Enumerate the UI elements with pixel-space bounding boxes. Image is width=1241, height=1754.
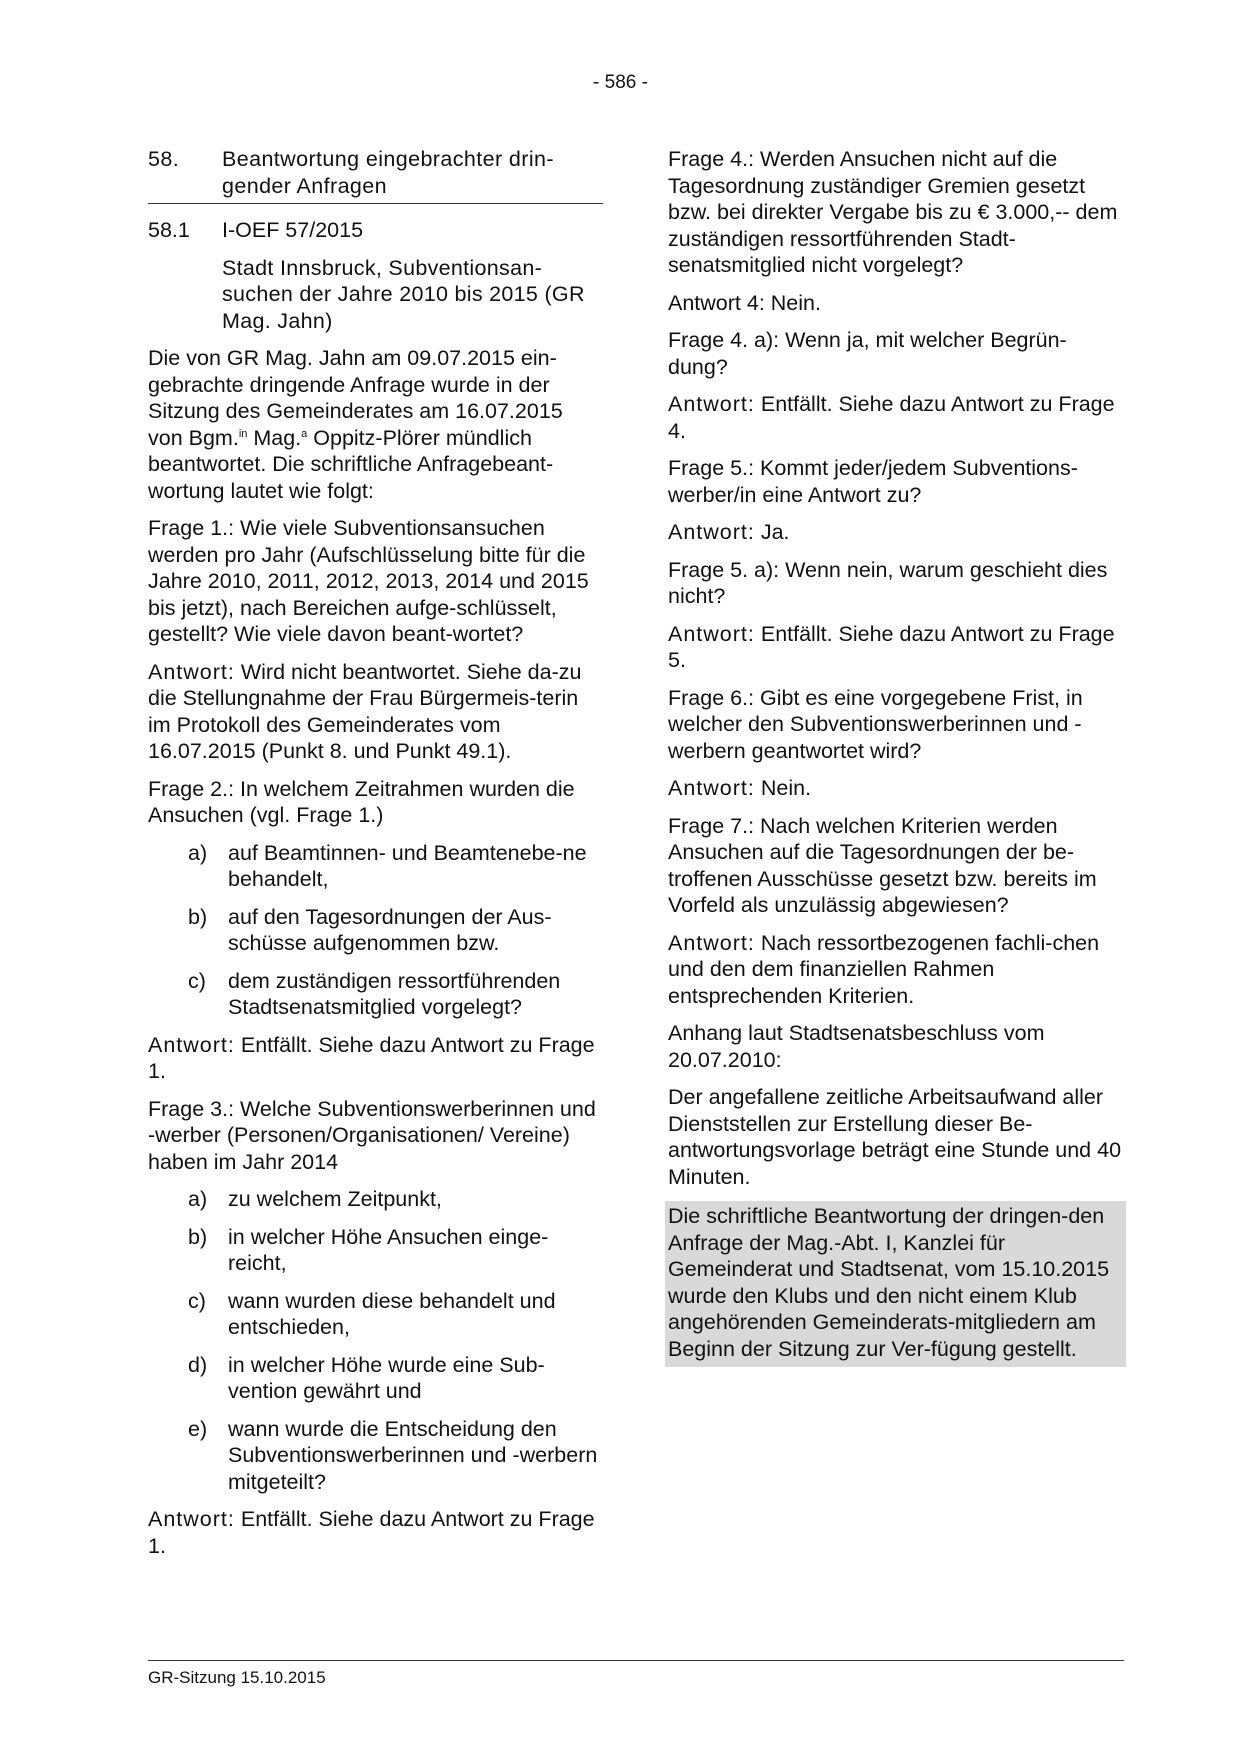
intro-paragraph	[148, 345, 603, 504]
answer-label: Antwort:	[668, 392, 755, 416]
list-text: wann wurde die Entscheidung den Subventionswerberinnen und -werbern mitgeteilt?	[228, 1416, 598, 1494]
list-text: in welcher Höhe wurde eine Sub-vention gewährt und	[228, 1352, 545, 1403]
effort-paragraph: Der angefallene zeitliche Arbeitsaufwand aller Dienststellen zur Erstellung dieser Be-antwortungsvorlage beträgt eine Stunde und 40 Minuten.	[668, 1085, 1122, 1189]
answer-4a-text: Entfällt. Siehe dazu Antwort zu Frage 4.	[668, 392, 1115, 443]
intro-superscript-1: in	[238, 427, 248, 440]
page-number: - 586 -	[593, 72, 648, 93]
list-letter: b)	[188, 1224, 208, 1249]
highlighted-note: Die schriftliche Beantwortung der dringen-den Anfrage der Mag.-Abt. I, Kanzlei für Gemeinderat und Stadtsenat, vom 15.10.2015 wurde den Klubs und den nicht einem Klub angehörenden Gemeinderats-mitgliedern am Beginn der Sitzung zur Ver-fügung gestellt.	[665, 1201, 1126, 1367]
intro-text-3: Oppitz-Plörer mündlich beantwortet. Die schriftliche Anfragebeant-wortung lautet wie folgt:	[148, 425, 554, 503]
answer-6-text: Nein.	[754, 776, 812, 800]
right-column	[668, 146, 1123, 1367]
answer-4a	[668, 391, 1123, 444]
question-5a: Frage 5. a): Wenn nein, warum geschieht dies nicht?	[668, 557, 1108, 608]
answer-6	[668, 775, 1123, 802]
answer-4: Antwort 4: Nein.	[668, 290, 821, 315]
subsection-number: 58.1	[148, 218, 190, 242]
list-item	[188, 1224, 603, 1277]
list-text: zu welchem Zeitpunkt,	[228, 1187, 442, 1211]
footer-divider	[148, 1660, 1124, 1661]
answer-label: Antwort:	[668, 520, 755, 544]
question-5: Frage 5.: Kommt jeder/jedem Subventions-werber/in eine Antwort zu?	[668, 456, 1078, 507]
intro-text-1: Die von GR Mag. Jahn am 09.07.2015 ein-gebrachte dringende Anfrage wurde in der Sitzung des Gemeinderates am 16.07.2015 von Bgm.	[148, 346, 563, 450]
question-1: Frage 1.: Wie viele Subventionsansuchen werden pro Jahr (Aufschlüsselung bitte für die Jahre 2010, 2011, 2012, 2013, 2014 und 2015 bis jetzt), nach Bereichen aufge-schlüsselt, gestellt? Wie viele davon beant-wortet?	[148, 516, 589, 646]
list-item	[188, 840, 603, 893]
list-letter: a)	[188, 840, 208, 865]
question-7: Frage 7.: Nach welchen Kriterien werden Ansuchen auf die Tagesordnungen der be-troffenen Ausschüsse gesetzt bzw. bereits im Vorfeld als unzulässig abgewiesen?	[668, 813, 1097, 917]
footer-session-date: GR-Sitzung 15.10.2015	[148, 1668, 326, 1687]
question-6: Frage 6.: Gibt es eine vorgegebene Frist, in welcher den Subventionswerberinnen und -werbern geantwortet wird?	[668, 685, 1083, 763]
section-number: 58.	[148, 147, 180, 171]
answer-label: Antwort:	[668, 621, 755, 646]
question-4a: Frage 4. a): Wenn ja, mit welcher Begrün-dung?	[668, 328, 1067, 379]
intro-superscript-2: a	[301, 427, 308, 440]
subsection-code: I-OEF 57/2015	[222, 218, 364, 242]
answer-1	[148, 659, 603, 765]
answer-label: Antwort:	[668, 776, 755, 800]
subsection-title: Stadt Innsbruck, Subventionsan-suchen der Jahre 2010 bis 2015 (GR Mag. Jahn)	[222, 255, 585, 333]
section-heading	[148, 146, 603, 204]
left-column	[148, 146, 603, 1570]
list-text: in welcher Höhe Ansuchen einge-reicht,	[228, 1224, 549, 1275]
list-item	[188, 1352, 603, 1405]
answer-3-text: Entfällt. Siehe dazu Antwort zu Frage 1.	[148, 1507, 595, 1558]
list-letter: e)	[188, 1416, 208, 1441]
answer-label: Antwort:	[148, 659, 235, 684]
list-item	[188, 1288, 603, 1341]
list-letter: d)	[188, 1352, 208, 1377]
question-3: Frage 3.: Welche Subventionswerberinnen und -werber (Personen/Organisationen/ Vereine) haben im Jahr 2014	[148, 1096, 596, 1174]
list-item	[188, 1186, 603, 1213]
list-item	[188, 968, 603, 1021]
section-title: Beantwortung eingebrachter drin-gender Anfragen	[222, 147, 554, 198]
list-text: auf Beamtinnen- und Beamtenebe-ne behandelt,	[228, 840, 587, 891]
list-item	[188, 1416, 603, 1496]
answer-label: Antwort:	[148, 1032, 235, 1057]
answer-3	[148, 1506, 603, 1559]
intro-text-2: Mag.	[247, 425, 302, 450]
answer-2	[148, 1032, 603, 1085]
list-letter: b)	[188, 904, 208, 929]
list-letter: c)	[188, 968, 206, 993]
answer-7	[668, 930, 1123, 1010]
answer-5a	[668, 621, 1123, 674]
answer-2-text: Entfällt. Siehe dazu Antwort zu Frage 1.	[148, 1032, 595, 1083]
subsection-heading	[148, 217, 603, 244]
list-item	[188, 904, 603, 957]
list-text: auf den Tagesordnungen der Aus-schüsse aufgenommen bzw.	[228, 904, 552, 955]
list-text: dem zuständigen ressortführenden Stadtsenatsmitglied vorgelegt?	[228, 968, 561, 1019]
answer-5	[668, 519, 1123, 546]
list-letter: a)	[188, 1187, 208, 1211]
question-2: Frage 2.: In welchem Zeitrahmen wurden die Ansuchen (vgl. Frage 1.)	[148, 776, 575, 827]
list-letter: c)	[188, 1288, 206, 1313]
answer-label: Antwort:	[668, 930, 755, 955]
answer-label: Antwort:	[148, 1507, 235, 1531]
answer-5a-text: Entfällt. Siehe dazu Antwort zu Frage 5.	[668, 621, 1115, 672]
answer-5-text: Ja.	[754, 520, 790, 544]
appendix-note: Anhang laut Stadtsenatsbeschluss vom 20.07.2010:	[668, 1021, 1045, 1072]
answer-1-text: Wird nicht beantwortet. Siehe da-zu die Stellungnahme der Frau Bürgermeis-terin im Protokoll des Gemeinderates vom 16.07.2015 (Punkt 8. und Punkt 49.1).	[148, 659, 582, 763]
answer-7-text: Nach ressortbezogenen fachli-chen und den dem finanziellen Rahmen entsprechenden Kriterien.	[668, 930, 1100, 1008]
list-text: wann wurden diese behandelt und entschieden,	[228, 1288, 556, 1339]
question-4: Frage 4.: Werden Ansuchen nicht auf die Tagesordnung zuständiger Gremien gesetzt bzw. bei direkter Vergabe bis zu € 3.000,-- dem zuständigen ressortführenden Stadt-senatsmitglied nicht vorgelegt?	[668, 147, 1118, 277]
